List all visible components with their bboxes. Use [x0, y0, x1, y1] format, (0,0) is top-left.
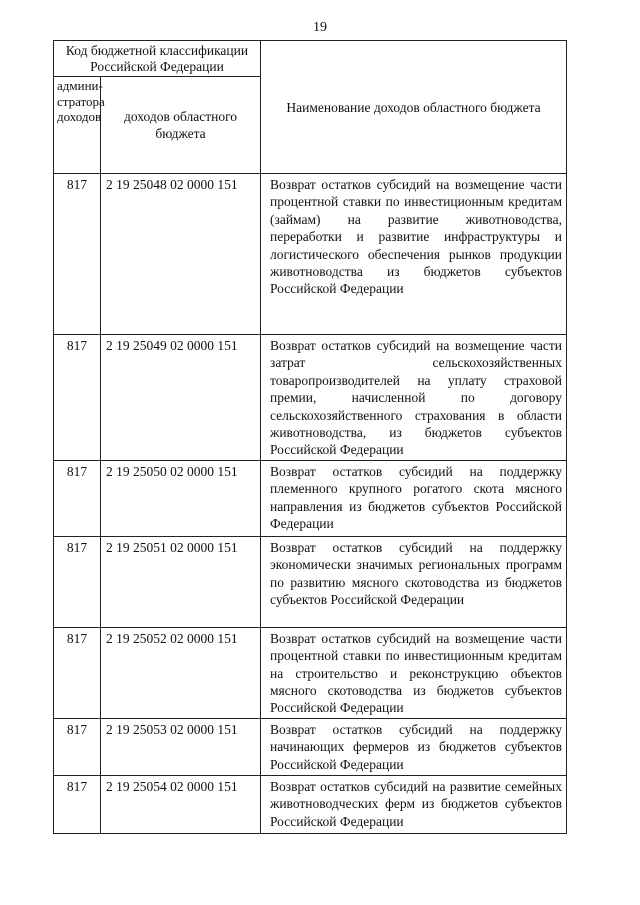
income-name-cell: Возврат остатков субсидий на возмещение части затрат сельскохозяйственных товаропроизводителей на уплату страховой премии, начисленной по договору сельскохозяйственного страхования в области животноводства, из бюджетов субъектов Российской Федерации	[261, 335, 567, 461]
budget-code-cell: 2 19 25051 02 0000 151	[101, 536, 261, 627]
income-name-cell: Возврат остатков субсидий на поддержку экономически значимых региональных программ по развитию мясного скотоводства из бюджетов субъектов Российской Федерации	[261, 536, 567, 627]
budget-code-cell: 2 19 25048 02 0000 151	[101, 174, 261, 335]
table-row	[54, 627, 567, 718]
budget-code-cell: 2 19 25054 02 0000 151	[101, 775, 261, 833]
budget-code-cell: 2 19 25049 02 0000 151	[101, 335, 261, 461]
table-row	[54, 335, 567, 461]
income-name-cell: Возврат остатков субсидий на возмещение части процентной ставки по инвестиционным кредитам на строительство и реконструкцию объектов мясного скотоводства из бюджетов субъектов Российской Федерации	[261, 627, 567, 718]
header-admin-column: админи-стратора доходов	[54, 77, 101, 174]
header-code-group: Код бюджетной классификации Российской Федерации	[54, 41, 261, 77]
table-row	[54, 174, 567, 335]
table-row	[54, 460, 567, 536]
admin-code-cell: 817	[54, 335, 101, 461]
budget-code-cell: 2 19 25050 02 0000 151	[101, 460, 261, 536]
income-name-cell: Возврат остатков субсидий на развитие семейных животноводческих ферм из бюджетов субъектов Российской Федерации	[261, 775, 567, 833]
header-name-column: Наименование доходов областного бюджета	[261, 41, 567, 174]
table-row	[54, 536, 567, 627]
budget-classification-table	[53, 40, 567, 834]
admin-code-cell: 817	[54, 174, 101, 335]
admin-code-cell: 817	[54, 775, 101, 833]
budget-code-cell: 2 19 25053 02 0000 151	[101, 718, 261, 775]
income-name-cell: Возврат остатков субсидий на поддержку племенного крупного рогатого скота мясного направления из бюджетов субъектов Российской Федерации	[261, 460, 567, 536]
table-header-row	[54, 41, 567, 77]
income-name-cell: Возврат остатков субсидий на возмещение части процентной ставки по инвестиционным кредитам (займам) на развитие животноводства, переработки и развитие инфраструктуры и логистического обеспечения рынков продукции животноводства из бюджетов субъектов Российской Федерации	[261, 174, 567, 335]
table-row	[54, 718, 567, 775]
budget-code-cell: 2 19 25052 02 0000 151	[101, 627, 261, 718]
admin-code-cell: 817	[54, 718, 101, 775]
table-row	[54, 775, 567, 833]
income-name-cell: Возврат остатков субсидий на поддержку начинающих фермеров из бюджетов субъектов Российской Федерации	[261, 718, 567, 775]
page-number: 19	[313, 20, 327, 35]
header-income-column: доходов областного бюджета	[101, 77, 261, 174]
admin-code-cell: 817	[54, 460, 101, 536]
admin-code-cell: 817	[54, 536, 101, 627]
admin-code-cell: 817	[54, 627, 101, 718]
